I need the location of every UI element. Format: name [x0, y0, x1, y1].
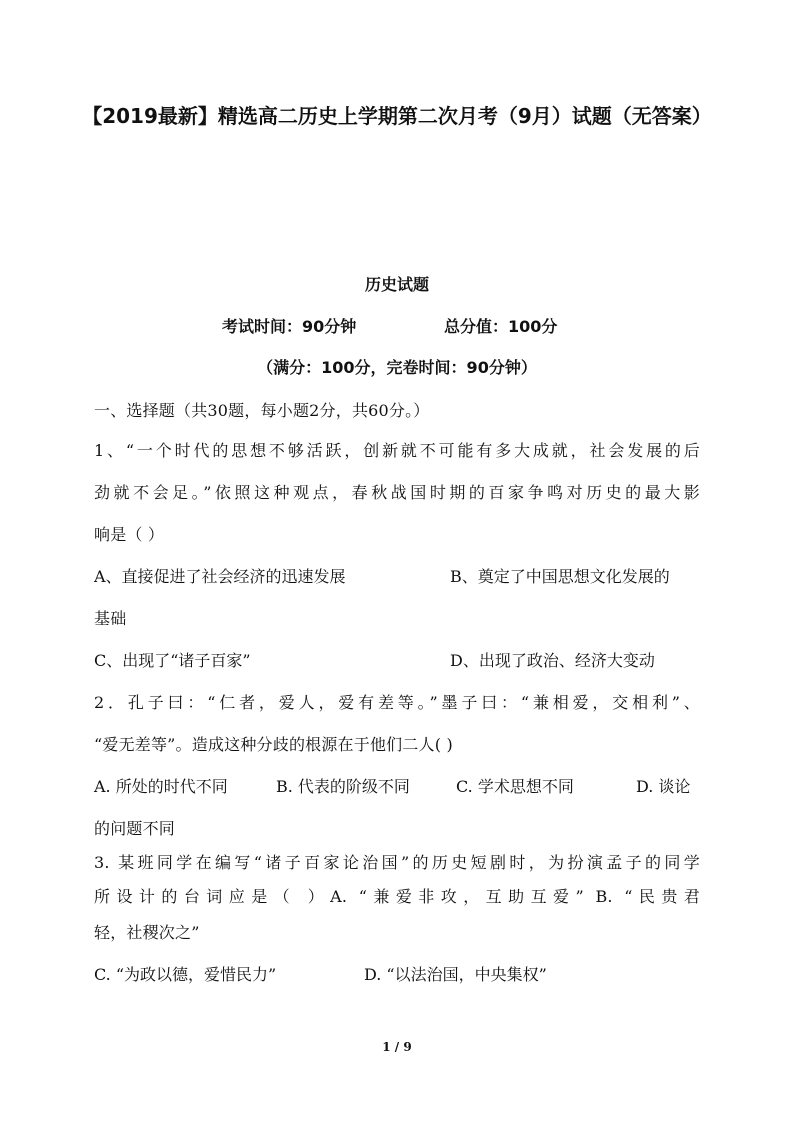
question-3-line-3: 轻，社稷次之”	[94, 923, 200, 942]
question-3-option-d: D. “以法治国，中央集权”	[364, 965, 547, 984]
question-1-line-3: 响是（ ）	[94, 525, 165, 544]
exam-time: 考试时间：90分钟	[222, 317, 357, 336]
question-2-option-d-continued: 的问题不同	[94, 819, 176, 838]
document-title: 【2019最新】精选高二历史上学期第二次月考（9月）试题（无答案）	[82, 104, 712, 128]
question-1-line-1: 1、“一个时代的思想不够活跃，创新就不可能有多大成就，社会发展的后	[94, 441, 700, 460]
question-1-option-b: B、奠定了中国思想文化发展的	[450, 567, 670, 586]
question-1-option-c: C、出现了“诸子百家”	[94, 651, 251, 670]
question-3-line-1: 3. 某班同学在编写“诸子百家论治国”的历史短剧时，为扮演孟子的同学	[94, 853, 700, 872]
question-2-option-c: C. 学术思想不同	[456, 777, 574, 796]
page-number: 1 / 9	[382, 1040, 412, 1054]
total-score: 总分值：100分	[444, 317, 558, 336]
subject-title: 历史试题	[364, 275, 429, 294]
question-2-line-1: 2．孔子曰：“仁者，爱人，爱有差等。”墨子曰：“兼相爱，交相利”、	[94, 693, 700, 712]
section-heading: 一、选择题（共30题，每小题2分，共60分。）	[94, 401, 430, 420]
question-2-line-2: “爱无差等”。造成这种分歧的根源在于他们二人( )	[94, 735, 453, 754]
question-1-line-2: 劲就不会足。”依照这种观点，春秋战国时期的百家争鸣对历史的最大影	[94, 483, 700, 502]
question-3-option-c: C. “为政以德，爱惜民力”	[94, 965, 277, 984]
question-1-option-d: D、出现了政治、经济大变动	[450, 651, 655, 670]
full-score-note: （满分：100分，完卷时间：90分钟）	[257, 358, 537, 377]
question-2-option-a: A. 所处的时代不同	[94, 777, 228, 796]
question-1-option-b-continued: 基础	[94, 609, 127, 628]
question-2-option-d: D. 谈论	[636, 777, 691, 796]
question-2-option-b: B. 代表的阶级不同	[276, 777, 410, 796]
question-1-option-a: A、直接促进了社会经济的迅速发展	[94, 567, 346, 586]
question-3-line-2: 所设计的台词应是（ ）A. “兼爱非攻，互助互爱” B. “民贵君	[94, 887, 700, 906]
